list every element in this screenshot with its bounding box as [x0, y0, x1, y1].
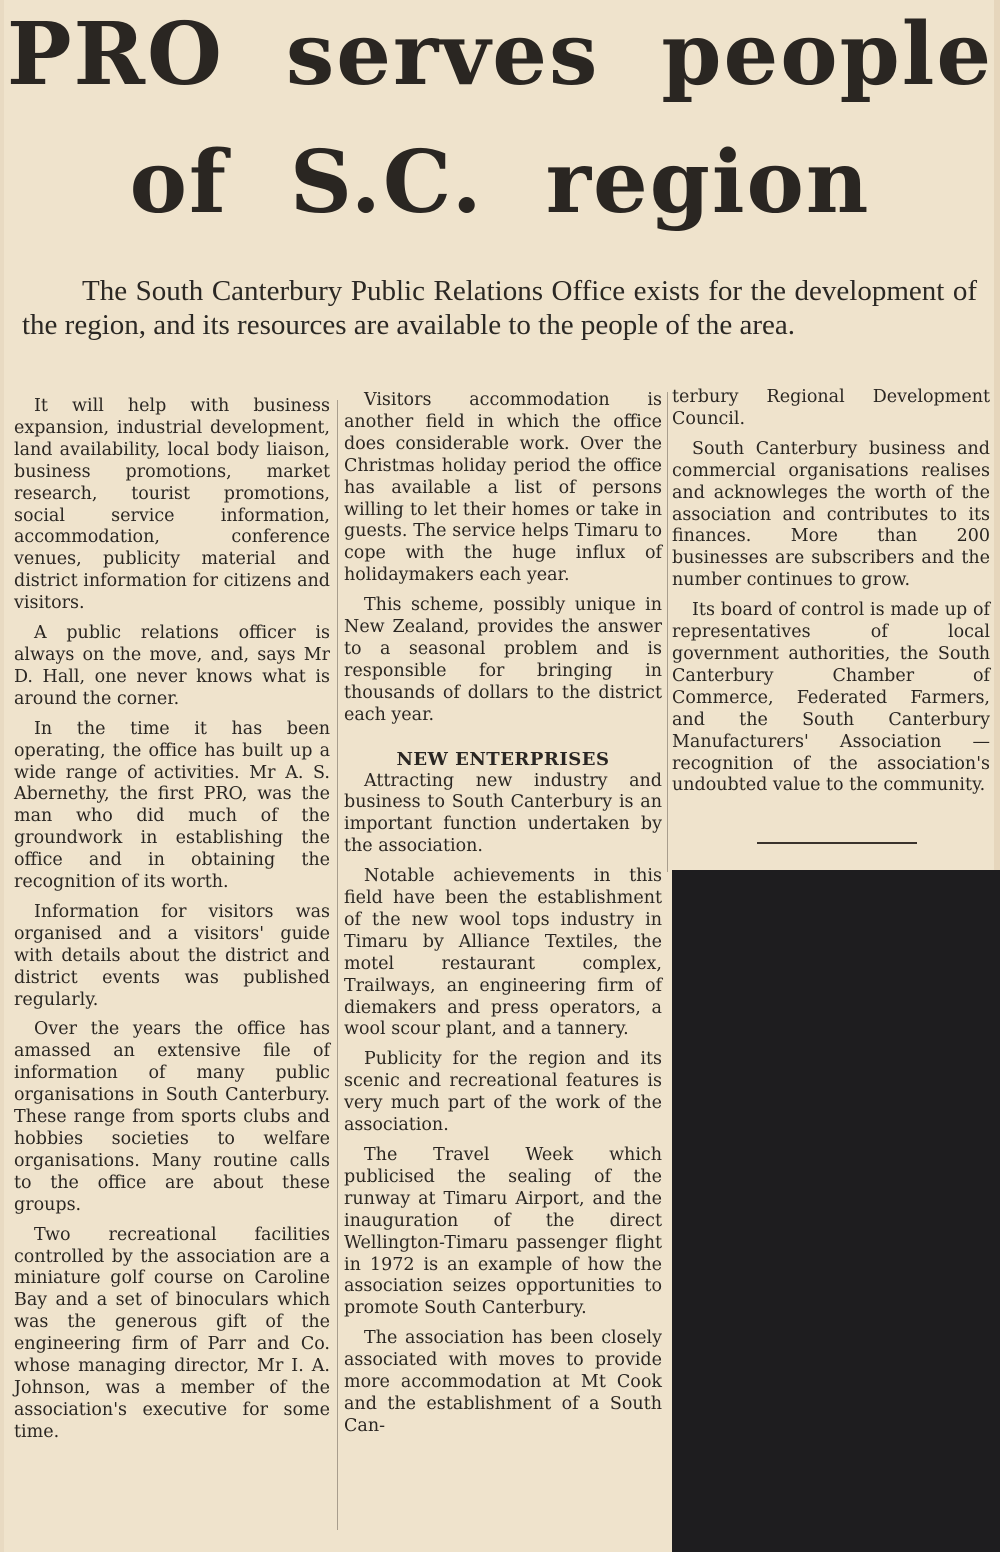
- article-column-1: [14, 396, 330, 1444]
- paragraph: Over the years the office has amassed an extensive file of information of many public organisations in South Canterbury. These range from sports clubs and hobbies societies to welfare organisations. Many routine calls to the office are about these groups.: [14, 1019, 330, 1215]
- intro-paragraph: The South Canterbury Public Relations Office exists for the development of the region, and its resources are available to the people of the area.: [22, 275, 977, 341]
- paragraph: It will help with business expansion, industrial development, land availability, local body liaison, business promotions, market research, tourist promotions, social service information, accommodation, conference venues, publicity material and district information for citizens and visitors.: [14, 396, 330, 614]
- paragraph: In the time it has been operating, the office has built up a wide range of activities. Mr A. S. Abernethy, the first PRO, was the man who did much of the groundwork in establishing the office and in obtaining the recognition of its worth.: [14, 718, 330, 893]
- paper-edge: [994, 0, 1000, 870]
- section-subhead: NEW ENTERPRISES: [396, 748, 610, 770]
- paragraph: South Canterbury business and commercial organisations realises and acknowleges the worth of the association and contributes to its finances. More than 200 businesses are subscribers and the number continues to grow.: [672, 438, 990, 591]
- article-column-2: [344, 390, 662, 1438]
- paragraph: A public relations officer is always on the move, and, says Mr D. Hall, one never knows what is around the corner.: [14, 623, 330, 709]
- paragraph: Publicity for the region and its scenic and recreational features is very much part of the work of the association.: [344, 1049, 662, 1136]
- paper-edge: [0, 0, 4, 1552]
- paragraph: Two recreational facilities controlled by the association are a miniature golf course on Caroline Bay and a set of binoculars which was the generous gift of the engineering firm of Parr and Co. whose managing director, Mr I. A. Johnson, was a member of the association's executive for some time.: [14, 1224, 330, 1442]
- paragraph: Information for visitors was organised and a visitors' guide with details about the district and district events was published regularly.: [14, 901, 330, 1010]
- paragraph: Notable achievements in this field have been the establishment of the new wool tops industry in Timaru by Alliance Textiles, the motel restaurant complex, Trailways, an engineering firm of diemakers and press operators, a wool scour plant, and a tannery.: [344, 866, 662, 1040]
- end-of-article-rule: [757, 842, 917, 844]
- article-column-3: [672, 387, 990, 797]
- paragraph: terbury Regional Development Council.: [672, 387, 990, 429]
- paragraph: Visitors accommodation is another field in which the office does considerable work. Over the Christmas holiday period the office has available a list of persons willing to let their homes or take in guests. The service helps Timaru to cope with the huge influx of holidaymakers each year.: [344, 390, 662, 586]
- headline-line-2: of S.C. region: [129, 132, 871, 233]
- dark-background-area: [672, 870, 1000, 1552]
- headline-line-1: PRO serves people: [6, 4, 994, 105]
- paragraph: The Travel Week which publicised the sealing of the runway at Timaru Airport, and the inauguration of the direct Wellington-Timaru passenger flight in 1972 is an example of how the association seizes opportunities to promote South Canterbury.: [344, 1145, 662, 1319]
- paragraph: Attracting new industry and business to South Canterbury is an important function undertaken by the association.: [344, 770, 662, 857]
- column-divider: [667, 392, 668, 872]
- paragraph: Its board of control is made up of representatives of local government authorities, the South Canterbury Chamber of Commerce, Federated Farmers, and the South Canterbury Manufacturers' Association — recognition of the association's undoubted value to the community.: [672, 600, 990, 796]
- column-divider: [337, 400, 338, 1530]
- paragraph: The association has been closely associated with moves to provide more accommodation at Mt Cook and the establishment of a South Can-: [344, 1328, 662, 1436]
- paragraph: This scheme, possibly unique in New Zealand, provides the answer to a seasonal problem and is responsible for bringing in thousands of dollars to the district each year.: [344, 595, 662, 725]
